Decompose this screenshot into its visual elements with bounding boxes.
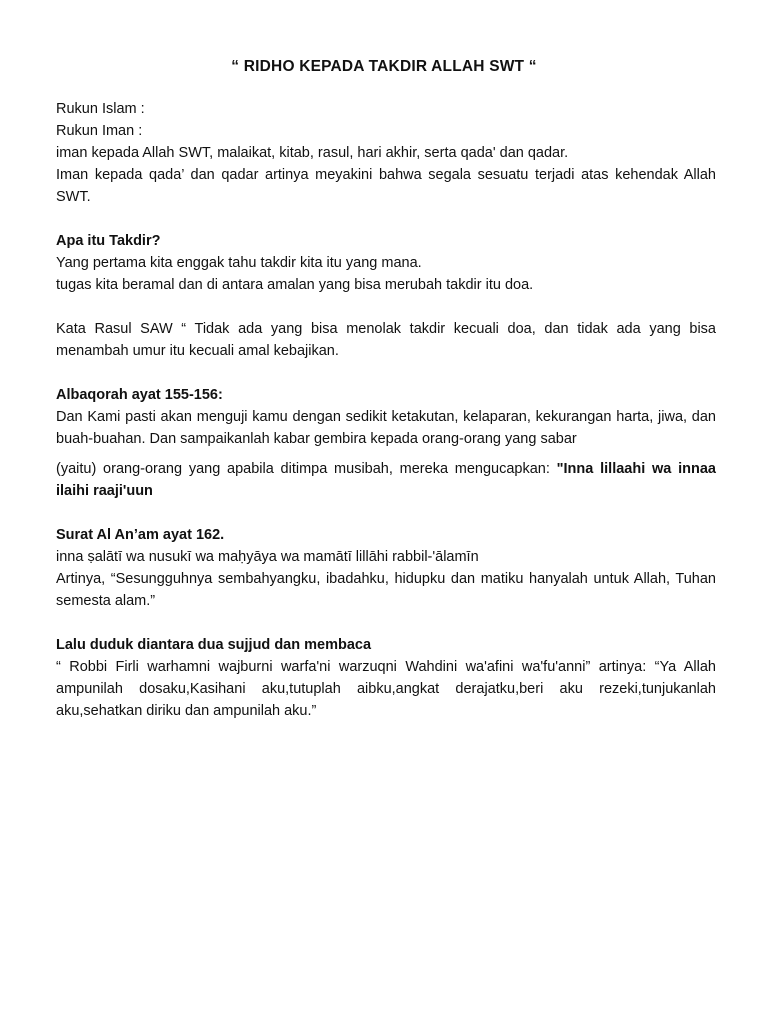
- spacer: [56, 208, 716, 230]
- albaqorah-text: Dan Kami pasti akan menguji kamu dengan sedikit ketakutan, kelaparan, kekurangan harta, jiwa, dan buah-buahan. Dan sampaikanlah kabar gembira kepada orang-orang yang sabar: [56, 409, 716, 447]
- rasul-quote: Kata Rasul SAW “ Tidak ada yang bisa menolak takdir kecuali doa, dan tidak ada yang bisa menambah umur itu kecuali amal kebajikan.: [56, 321, 716, 359]
- alanam-arabic-transliteration: inna ṣalātī wa nusukī wa maḥyāya wa mamātī lillāhi rabbil-'ālamīn: [56, 549, 479, 565]
- takdir-heading: Apa itu Takdir?: [56, 233, 161, 249]
- takdir-line-2: tugas kita beramal dan di antara amalan yang bisa merubah takdir itu doa.: [56, 277, 534, 293]
- spacer: [56, 296, 716, 318]
- document-body: [56, 98, 716, 722]
- inna-lillahi-text: "Inna lillaahi wa innaa ilaihi raaji'uun: [56, 461, 716, 499]
- spacer: [56, 612, 716, 634]
- takdir-line-1: Yang pertama kita enggak tahu takdir kita itu yang mana.: [56, 255, 422, 271]
- spacer: [56, 450, 716, 458]
- iman-qada-text: Iman kepada qada’ dan qadar artinya meyakini bahwa segala sesuatu terjadi atas kehendak Allah SWT.: [56, 167, 716, 205]
- albaqorah-heading: Albaqorah ayat 155-156:: [56, 387, 223, 403]
- duduk-text: “ Robbi Firli warhamni wajburni warfa'ni warzuqni Wahdini wa'afini wa'fu'anni” artinya: “Ya Allah ampunilah dosaku,Kasihani aku,tutuplah aibku,angkat derajatku,beri aku rezeki,tunjukanlah aku,sehatkan diriku dan ampunilah aku.”: [56, 659, 716, 719]
- spacer: [56, 362, 716, 384]
- alanam-heading: Surat Al An’am ayat 162.: [56, 527, 225, 543]
- rukun-islam-label: Rukun Islam :: [56, 101, 145, 117]
- spacer: [56, 502, 716, 524]
- duduk-heading: Lalu duduk diantara dua sujjud dan membaca: [56, 637, 372, 653]
- albaqorah-text-2-plain: (yaitu) orang-orang yang apabila ditimpa musibah, mereka mengucapkan:: [56, 461, 557, 477]
- albaqorah-text-2: [56, 458, 716, 502]
- document-title: “ RIDHO KEPADA TAKDIR ALLAH SWT “: [231, 58, 537, 75]
- iman-list-text: iman kepada Allah SWT, malaikat, kitab, rasul, hari akhir, serta qada' dan qadar.: [56, 145, 569, 161]
- alanam-translation: Artinya, “Sesungguhnya sembahyangku, ibadahku, hidupku dan matiku hanyalah untuk Allah, Tuhan semesta alam.”: [56, 571, 716, 609]
- rukun-iman-label: Rukun Iman :: [56, 123, 143, 139]
